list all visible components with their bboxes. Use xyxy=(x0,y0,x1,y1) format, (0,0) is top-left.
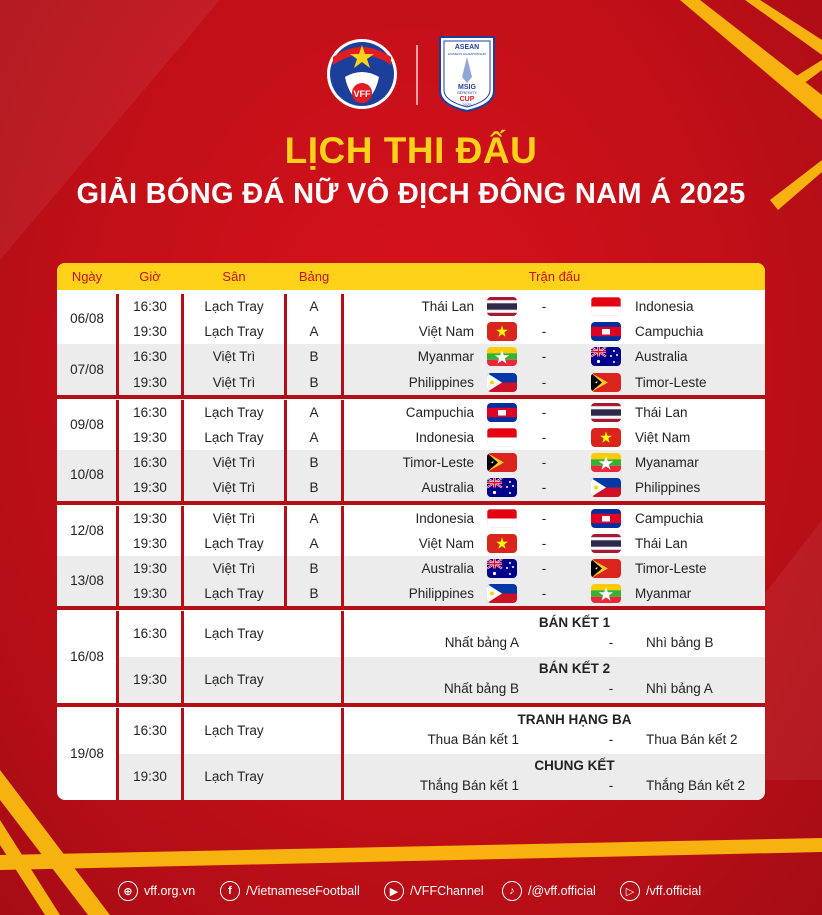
social-link-label: /VietnameseFootball xyxy=(246,884,360,898)
page-subtitle: GIẢI BÓNG ĐÁ NỮ VÔ ĐỊCH ĐÔNG NAM Á 2025 xyxy=(76,178,746,210)
match-venue: Việt Trì xyxy=(212,561,256,576)
col-group: Bảng xyxy=(298,269,330,284)
column-divider xyxy=(341,294,344,395)
away-team: Thua Bán kết 2 xyxy=(646,732,738,748)
globe-icon: ⊕ xyxy=(118,881,138,901)
match-venue: Lạch Tray xyxy=(204,626,264,642)
vietnam-flag-icon xyxy=(487,534,517,553)
vietnam-flag-icon xyxy=(591,428,621,447)
column-divider xyxy=(116,708,119,800)
match-time: 19:30 xyxy=(133,324,167,340)
home-team: Nhất bảng B xyxy=(443,681,519,697)
match-venue: Việt Trì xyxy=(212,480,256,496)
match-time: 16:30 xyxy=(133,626,167,642)
round-separator xyxy=(57,501,765,505)
match-time: 19:30 xyxy=(133,769,167,785)
philippines-flag-icon xyxy=(487,584,517,603)
column-divider xyxy=(341,708,344,800)
social-link[interactable] xyxy=(620,881,701,901)
australia-flag-icon xyxy=(591,347,621,366)
facebook-icon: f xyxy=(220,881,240,901)
match-time: 19:30 xyxy=(133,561,167,576)
philippines-flag-icon xyxy=(591,478,621,497)
schedule-table xyxy=(57,263,765,800)
match-group: A xyxy=(309,324,319,340)
match-venue: Việt Trì xyxy=(212,349,256,365)
australia-flag-icon xyxy=(487,559,517,578)
cup-logo-asean: ASEAN xyxy=(454,44,480,51)
vff-logo xyxy=(325,37,399,111)
thailand-flag-icon xyxy=(591,403,621,422)
match-venue: Lạch Tray xyxy=(204,672,264,688)
table-header xyxy=(57,263,765,290)
match-group: A xyxy=(309,535,319,551)
social-link[interactable] xyxy=(384,881,484,901)
home-team: Australia xyxy=(421,480,474,496)
timorleste-flag-icon xyxy=(591,559,621,578)
versus-separator: - xyxy=(541,299,547,314)
myanmar-flag-icon xyxy=(487,347,517,366)
column-divider xyxy=(181,400,184,501)
round-separator xyxy=(57,606,765,610)
knockout-round-title: TRANH HẠNG BA xyxy=(517,712,632,728)
home-team: Campuchia xyxy=(405,404,474,420)
indonesia-flag-icon xyxy=(487,428,517,447)
away-team: Nhì bảng A xyxy=(646,681,713,697)
match-venue: Việt Trì xyxy=(212,510,256,526)
australia-flag-icon xyxy=(487,478,517,497)
match-venue: Lạch Tray xyxy=(204,430,264,445)
away-team: Thái Lan xyxy=(635,535,688,551)
col-time: Giờ xyxy=(139,269,161,284)
social-link[interactable] xyxy=(118,881,195,901)
logo-bar xyxy=(0,33,822,115)
away-team: Nhì bảng B xyxy=(646,635,714,651)
vietnam-flag-icon xyxy=(487,322,517,341)
versus-separator: - xyxy=(541,430,547,445)
column-divider xyxy=(284,400,287,501)
match-date: 07/08 xyxy=(70,361,104,377)
match-venue: Lạch Tray xyxy=(204,586,264,602)
cambodia-flag-icon xyxy=(487,403,517,422)
match-venue: Lạch Tray xyxy=(204,723,264,739)
home-team: Timor-Leste xyxy=(402,455,474,471)
match-group: B xyxy=(309,455,319,471)
home-team: Philippines xyxy=(408,374,474,390)
thailand-flag-icon xyxy=(487,297,517,316)
match-time: 16:30 xyxy=(133,404,167,420)
versus-separator: - xyxy=(608,635,614,651)
social-link-label: vff.org.vn xyxy=(144,884,196,898)
away-team: Myanamar xyxy=(635,455,699,471)
match-venue: Việt Trì xyxy=(212,374,256,390)
column-divider xyxy=(284,506,287,607)
col-match: Trận đấu xyxy=(528,269,581,284)
versus-separator: - xyxy=(608,778,614,794)
versus-separator: - xyxy=(541,535,547,551)
match-time: 19:30 xyxy=(133,535,167,551)
thailand-flag-icon xyxy=(591,534,621,553)
match-time: 16:30 xyxy=(133,723,167,739)
match-group: B xyxy=(309,586,319,602)
column-divider xyxy=(181,506,184,607)
column-divider xyxy=(116,400,119,501)
match-time: 19:30 xyxy=(133,374,167,390)
column-divider xyxy=(341,611,344,703)
versus-separator: - xyxy=(541,510,547,526)
match-time: 16:30 xyxy=(133,455,167,471)
away-team: Australia xyxy=(635,349,688,365)
versus-separator: - xyxy=(541,455,547,471)
cup-logo-year: 2025 xyxy=(462,102,472,107)
home-team: Indonesia xyxy=(415,430,474,445)
match-time: 16:30 xyxy=(133,299,167,314)
column-divider xyxy=(284,294,287,395)
round-separator xyxy=(57,395,765,399)
versus-separator: - xyxy=(608,681,614,697)
home-team: Nhất bảng A xyxy=(444,635,519,651)
social-link[interactable] xyxy=(220,881,360,901)
column-divider xyxy=(181,708,184,800)
away-team: Việt Nam xyxy=(635,430,691,445)
social-link-label: /VFFChannel xyxy=(410,884,484,898)
page-title: LỊCH THI ĐẤU xyxy=(284,130,538,171)
myanmar-flag-icon xyxy=(591,584,621,603)
match-time: 19:30 xyxy=(133,672,167,688)
indonesia-flag-icon xyxy=(591,297,621,316)
match-date: 16/08 xyxy=(70,649,104,665)
versus-separator: - xyxy=(541,404,547,420)
knockout-round-title: CHUNG KẾT xyxy=(534,758,615,774)
round-separator xyxy=(57,703,765,707)
match-time: 19:30 xyxy=(133,510,167,526)
knockout-round-title: BÁN KẾT 2 xyxy=(538,661,611,677)
youtube-icon: ▶ xyxy=(384,881,404,901)
home-team: Philippines xyxy=(408,586,474,602)
away-team: Indonesia xyxy=(635,299,694,314)
away-team: Campuchia xyxy=(635,324,704,340)
footer-social-links xyxy=(0,875,822,905)
versus-separator: - xyxy=(541,480,547,496)
match-date: 09/08 xyxy=(70,417,104,432)
home-team: Việt Nam xyxy=(418,324,474,340)
match-group: B xyxy=(309,374,319,390)
versus-separator: - xyxy=(541,374,547,390)
cup-logo-msig: MSIG xyxy=(458,84,476,91)
match-date: 12/08 xyxy=(70,522,104,538)
social-link-label: /@vff.official xyxy=(528,884,596,898)
away-team: Thắng Bán kết 2 xyxy=(646,778,746,794)
column-divider xyxy=(116,506,119,607)
home-team: Australia xyxy=(421,561,474,576)
match-group: B xyxy=(309,349,319,365)
social-link[interactable] xyxy=(502,881,596,901)
home-team: Thái Lan xyxy=(421,299,474,314)
match-date: 10/08 xyxy=(70,467,104,483)
knockout-round-title: BÁN KẾT 1 xyxy=(538,615,611,631)
philippines-flag-icon xyxy=(487,373,517,392)
match-group: B xyxy=(309,561,319,576)
col-venue: Sân xyxy=(222,269,246,284)
social-link-label: /vff.official xyxy=(646,884,702,898)
header xyxy=(0,0,822,250)
match-time: 19:30 xyxy=(133,430,167,445)
versus-separator: - xyxy=(541,586,547,602)
match-time: 19:30 xyxy=(133,586,167,602)
away-team: Thái Lan xyxy=(635,404,688,420)
match-venue: Lạch Tray xyxy=(204,404,264,420)
away-team: Campuchia xyxy=(635,510,704,526)
match-group: A xyxy=(309,430,319,445)
cambodia-flag-icon xyxy=(591,509,621,528)
timorleste-flag-icon xyxy=(487,453,517,472)
column-divider xyxy=(181,294,184,395)
versus-separator: - xyxy=(608,732,614,748)
match-group: B xyxy=(309,480,319,496)
versus-separator: - xyxy=(541,561,547,576)
indonesia-flag-icon xyxy=(487,509,517,528)
cambodia-flag-icon xyxy=(591,322,621,341)
match-group: A xyxy=(309,299,319,314)
match-date: 19/08 xyxy=(70,746,104,762)
tiktok-icon: ♪ xyxy=(502,881,522,901)
match-venue: Lạch Tray xyxy=(204,299,264,314)
match-date: 13/08 xyxy=(70,573,104,589)
msig-serenity-cup-logo xyxy=(436,33,498,113)
match-venue: Lạch Tray xyxy=(204,535,264,551)
logo-divider xyxy=(416,45,418,105)
column-divider xyxy=(116,611,119,703)
versus-separator: - xyxy=(541,349,547,365)
match-group: A xyxy=(309,404,319,420)
match-venue: Lạch Tray xyxy=(204,769,264,785)
match-time: 19:30 xyxy=(133,480,167,496)
home-team: Indonesia xyxy=(415,510,474,526)
column-divider xyxy=(181,611,184,703)
away-team: Myanmar xyxy=(635,586,692,602)
cup-logo-cup: CUP xyxy=(459,96,475,103)
match-venue: Việt Trì xyxy=(212,455,256,471)
away-team: Philippines xyxy=(635,480,701,496)
timorleste-flag-icon xyxy=(591,373,621,392)
versus-separator: - xyxy=(541,324,547,340)
cup-logo-championship: WOMEN'S CHAMPIONSHIP xyxy=(447,52,487,56)
vff-logo-text: VFF xyxy=(353,89,371,99)
col-day: Ngày xyxy=(71,269,103,284)
column-divider xyxy=(341,400,344,501)
home-team: Việt Nam xyxy=(418,535,474,551)
column-divider xyxy=(116,294,119,395)
match-time: 16:30 xyxy=(133,349,167,365)
away-team: Timor-Leste xyxy=(635,561,707,576)
home-team: Myanmar xyxy=(417,349,474,365)
match-date: 06/08 xyxy=(70,311,104,327)
cup-logo-serenity: SERENITY xyxy=(456,90,478,95)
match-group: A xyxy=(309,510,319,526)
vtv-icon: ▷ xyxy=(620,881,640,901)
home-team: Thắng Bán kết 1 xyxy=(419,778,519,794)
match-venue: Lạch Tray xyxy=(204,324,264,340)
column-divider xyxy=(341,506,344,607)
away-team: Timor-Leste xyxy=(635,374,707,390)
myanmar-flag-icon xyxy=(591,453,621,472)
home-team: Thua Bán kết 1 xyxy=(427,732,519,748)
